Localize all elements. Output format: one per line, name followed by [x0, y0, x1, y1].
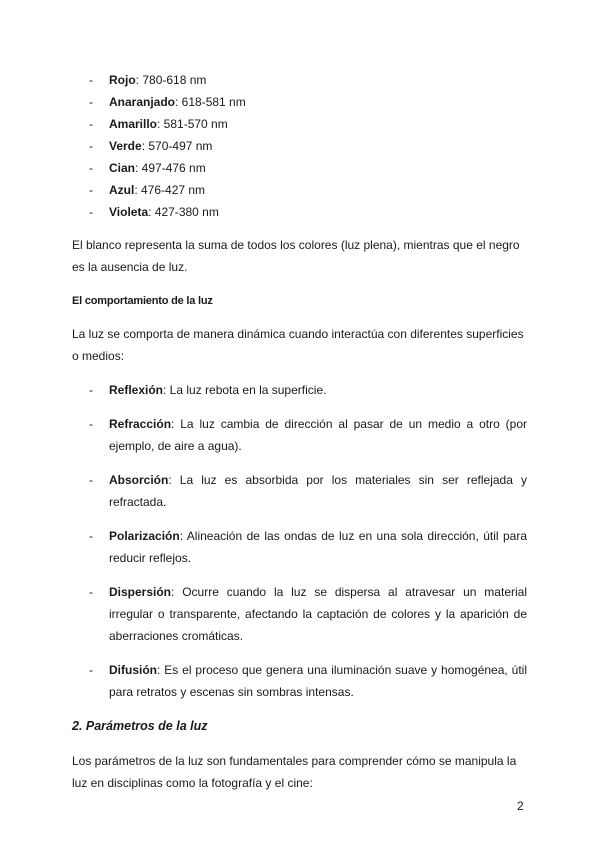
property-name: Polarización — [109, 529, 180, 543]
property-name: Refracción — [109, 417, 172, 431]
bullet-dash: - — [89, 139, 93, 153]
section-2-heading: 2. Parámetros de la luz — [72, 719, 208, 733]
bullet-dash: - — [89, 73, 93, 87]
color-name: Cian — [109, 161, 136, 175]
list-item — [72, 69, 527, 91]
bullet-dash: - — [89, 383, 93, 397]
list-item — [72, 113, 527, 135]
color-name: Azul — [109, 183, 135, 197]
color-name: Anaranjado — [109, 95, 176, 109]
color-range: : 780-618 nm — [135, 73, 207, 87]
bullet-dash: - — [89, 529, 93, 543]
bullet-dash: - — [89, 473, 93, 487]
property-desc: : Ocurre cuando la luz se dispersa al atravesar un material irregular o transparente, afectando la captación de colores y la aparición de aberraciones cromáticas. — [109, 585, 527, 643]
color-range: : 581-570 nm — [157, 117, 228, 131]
list-item — [72, 525, 527, 569]
list-item — [72, 201, 527, 223]
list-item — [72, 659, 527, 703]
list-item — [72, 157, 527, 179]
bullet-dash: - — [89, 663, 93, 677]
behavior-intro-paragraph: La luz se comporta de manera dinámica cuando interactúa con diferentes superficies o medios: — [72, 327, 524, 363]
property-desc: : Alineación de las ondas de luz en una sola dirección, útil para reducir reflejos. — [109, 529, 527, 565]
white-black-paragraph: El blanco representa la suma de todos los colores (luz plena), mientras que el negro es la ausencia de luz. — [72, 238, 520, 274]
light-behavior-list — [72, 379, 527, 703]
bullet-dash: - — [89, 161, 93, 175]
property-name: Dispersión — [109, 585, 172, 599]
color-name: Rojo — [109, 73, 136, 87]
property-name: Absorción — [109, 473, 169, 487]
color-range: : 427-380 nm — [148, 205, 219, 219]
color-range: : 497-476 nm — [135, 161, 206, 175]
behavior-heading: El comportamiento de la luz — [72, 295, 213, 307]
property-desc: : La luz rebota en la superficie. — [163, 383, 327, 397]
list-item — [72, 469, 527, 513]
list-item — [72, 91, 527, 113]
list-item — [72, 413, 527, 457]
color-range: : 618-581 nm — [175, 95, 246, 109]
property-desc: : Es el proceso que genera una iluminación suave y homogénea, útil para retratos y escenas sin sombras intensas. — [109, 663, 527, 699]
bullet-dash: - — [89, 417, 93, 431]
property-name: Reflexión — [109, 383, 164, 397]
property-desc: : La luz es absorbida por los materiales sin ser reflejada y refractada. — [109, 473, 527, 509]
color-name: Amarillo — [109, 117, 158, 131]
page-content — [72, 69, 527, 794]
list-item — [72, 135, 527, 157]
list-item — [72, 179, 527, 201]
color-name: Verde — [109, 139, 142, 153]
bullet-dash: - — [89, 95, 93, 109]
section-2-intro-paragraph: Los parámetros de la luz son fundamentales para comprender cómo se manipula la luz en disciplinas como la fotografía y el cine: — [72, 754, 517, 790]
bullet-dash: - — [89, 205, 93, 219]
color-wavelength-list — [72, 69, 527, 223]
property-name: Difusión — [109, 663, 157, 677]
bullet-dash: - — [89, 183, 93, 197]
bullet-dash: - — [89, 117, 93, 131]
color-range: : 476-427 nm — [134, 183, 206, 197]
page-number: 2 — [517, 799, 524, 813]
property-desc: : La luz cambia de dirección al pasar de un medio a otro (por ejemplo, de aire a agua). — [109, 417, 527, 453]
list-item — [72, 379, 527, 401]
color-range: : 570-497 nm — [141, 139, 213, 153]
list-item — [72, 581, 527, 647]
bullet-dash: - — [89, 585, 93, 599]
color-name: Violeta — [109, 205, 149, 219]
